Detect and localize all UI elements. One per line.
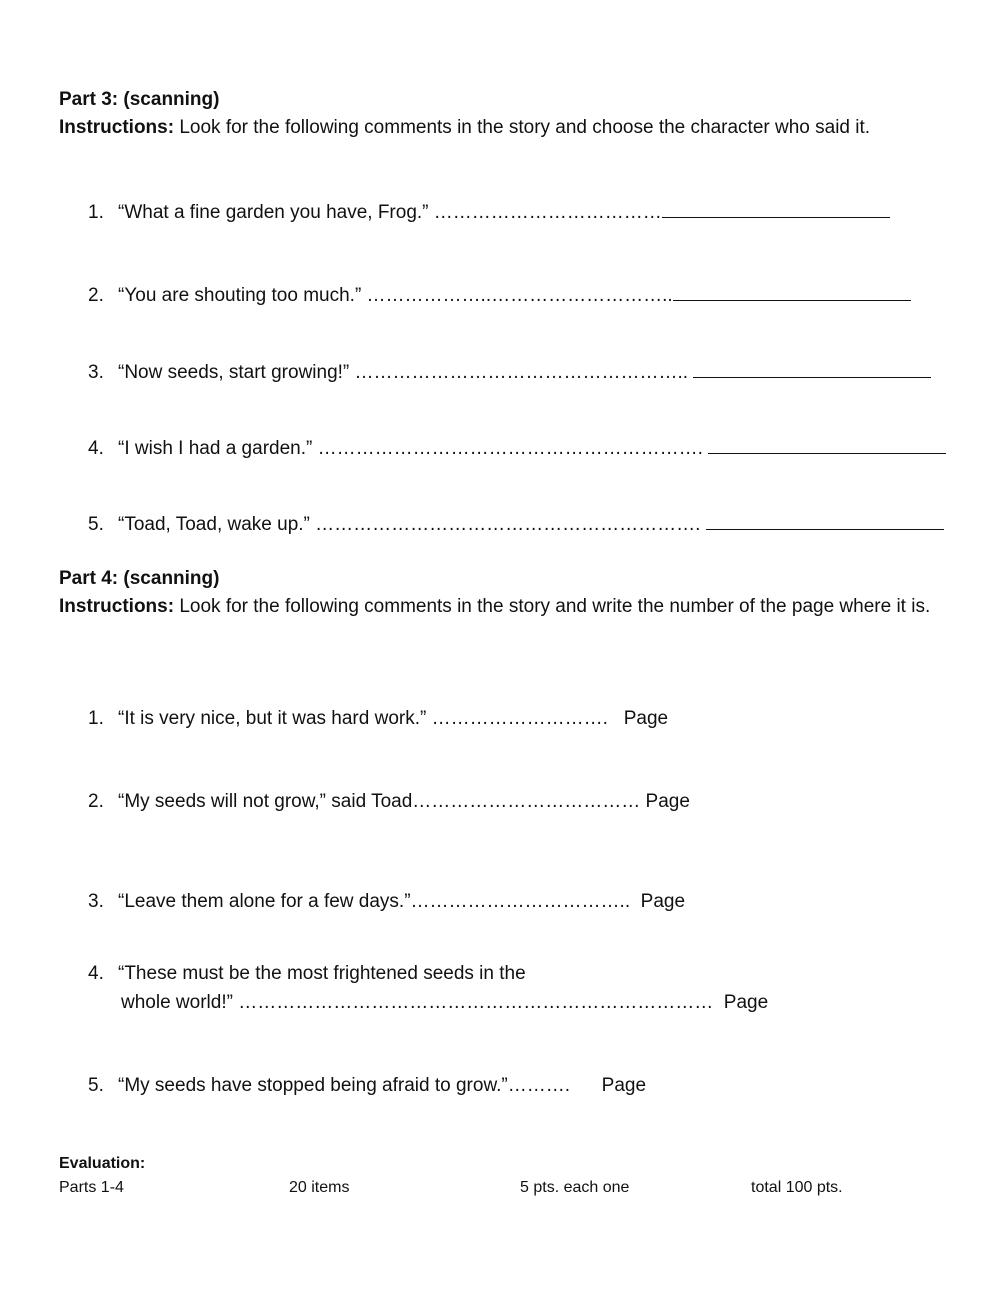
item-number: 4. <box>88 438 104 459</box>
part4-instructions <box>59 593 939 621</box>
part3-item-4 <box>88 437 946 460</box>
item-text: “Leave them alone for a few days.”…………………………….. Page <box>118 891 686 912</box>
answer-blank[interactable] <box>706 513 944 530</box>
item-number: 3. <box>88 362 104 383</box>
item-text: “You are shouting too much.” ………………..……………………….. <box>118 285 673 306</box>
part3-item-3 <box>88 361 931 384</box>
part3-instructions-label: Instructions: <box>59 117 175 138</box>
part3-item-1 <box>88 201 890 224</box>
item-text: “Toad, Toad, wake up.” ……………………………………………………. <box>118 514 706 535</box>
part3-instructions-text: Look for the following comments in the story and choose the character who said it. <box>174 117 871 138</box>
part3-title: Part 3: (scanning) <box>59 89 220 110</box>
item-number: 5. <box>88 1075 104 1096</box>
answer-blank[interactable] <box>662 201 890 218</box>
item-text: “These must be the most frightened seeds in the <box>118 963 526 984</box>
part4-instructions-label: Instructions: <box>59 596 175 617</box>
part3-item-5 <box>88 513 944 536</box>
part3-item-2 <box>88 284 911 307</box>
evaluation-total: total 100 pts. <box>751 1179 843 1196</box>
answer-blank[interactable] <box>673 284 911 301</box>
item-number: 1. <box>88 708 104 729</box>
part4-item-3 <box>88 891 685 913</box>
evaluation-items: 20 items <box>289 1179 350 1196</box>
part4-item-5 <box>88 1075 646 1097</box>
item-text: “I wish I had a garden.” ……………………………………………………. <box>118 438 709 459</box>
evaluation-points: 5 pts. each one <box>520 1179 630 1196</box>
answer-blank[interactable] <box>693 361 931 378</box>
evaluation-parts: Parts 1-4 <box>59 1179 124 1196</box>
part4-item-4 <box>88 963 526 985</box>
part4-instructions-text: Look for the following comments in the story and write the number of the page where it is. <box>174 596 931 617</box>
item-text-continued: whole world!” ………………………………………………………………… Page <box>121 992 769 1013</box>
item-text: “What a fine garden you have, Frog.” ……………………………… <box>118 202 662 223</box>
part4-item-4-continued <box>121 992 768 1014</box>
item-number: 5. <box>88 514 104 535</box>
part4-title: Part 4: (scanning) <box>59 568 220 589</box>
item-number: 2. <box>88 791 104 812</box>
item-number: 2. <box>88 285 104 306</box>
evaluation-title: Evaluation: <box>59 1155 146 1172</box>
item-text: “It is very nice, but it was hard work.” ………………………. Page <box>118 708 669 729</box>
item-text: “My seeds have stopped being afraid to grow.”………. Page <box>118 1075 647 1096</box>
item-text: “My seeds will not grow,” said Toad……………………………… Page <box>118 791 690 812</box>
part4-item-1 <box>88 708 668 730</box>
answer-blank[interactable] <box>708 437 946 454</box>
part4-item-2 <box>88 791 690 813</box>
part3-instructions <box>59 114 939 142</box>
item-number: 3. <box>88 891 104 912</box>
item-number: 4. <box>88 963 104 984</box>
item-number: 1. <box>88 202 104 223</box>
item-text: “Now seeds, start growing!” …………………………………………….. <box>118 362 694 383</box>
